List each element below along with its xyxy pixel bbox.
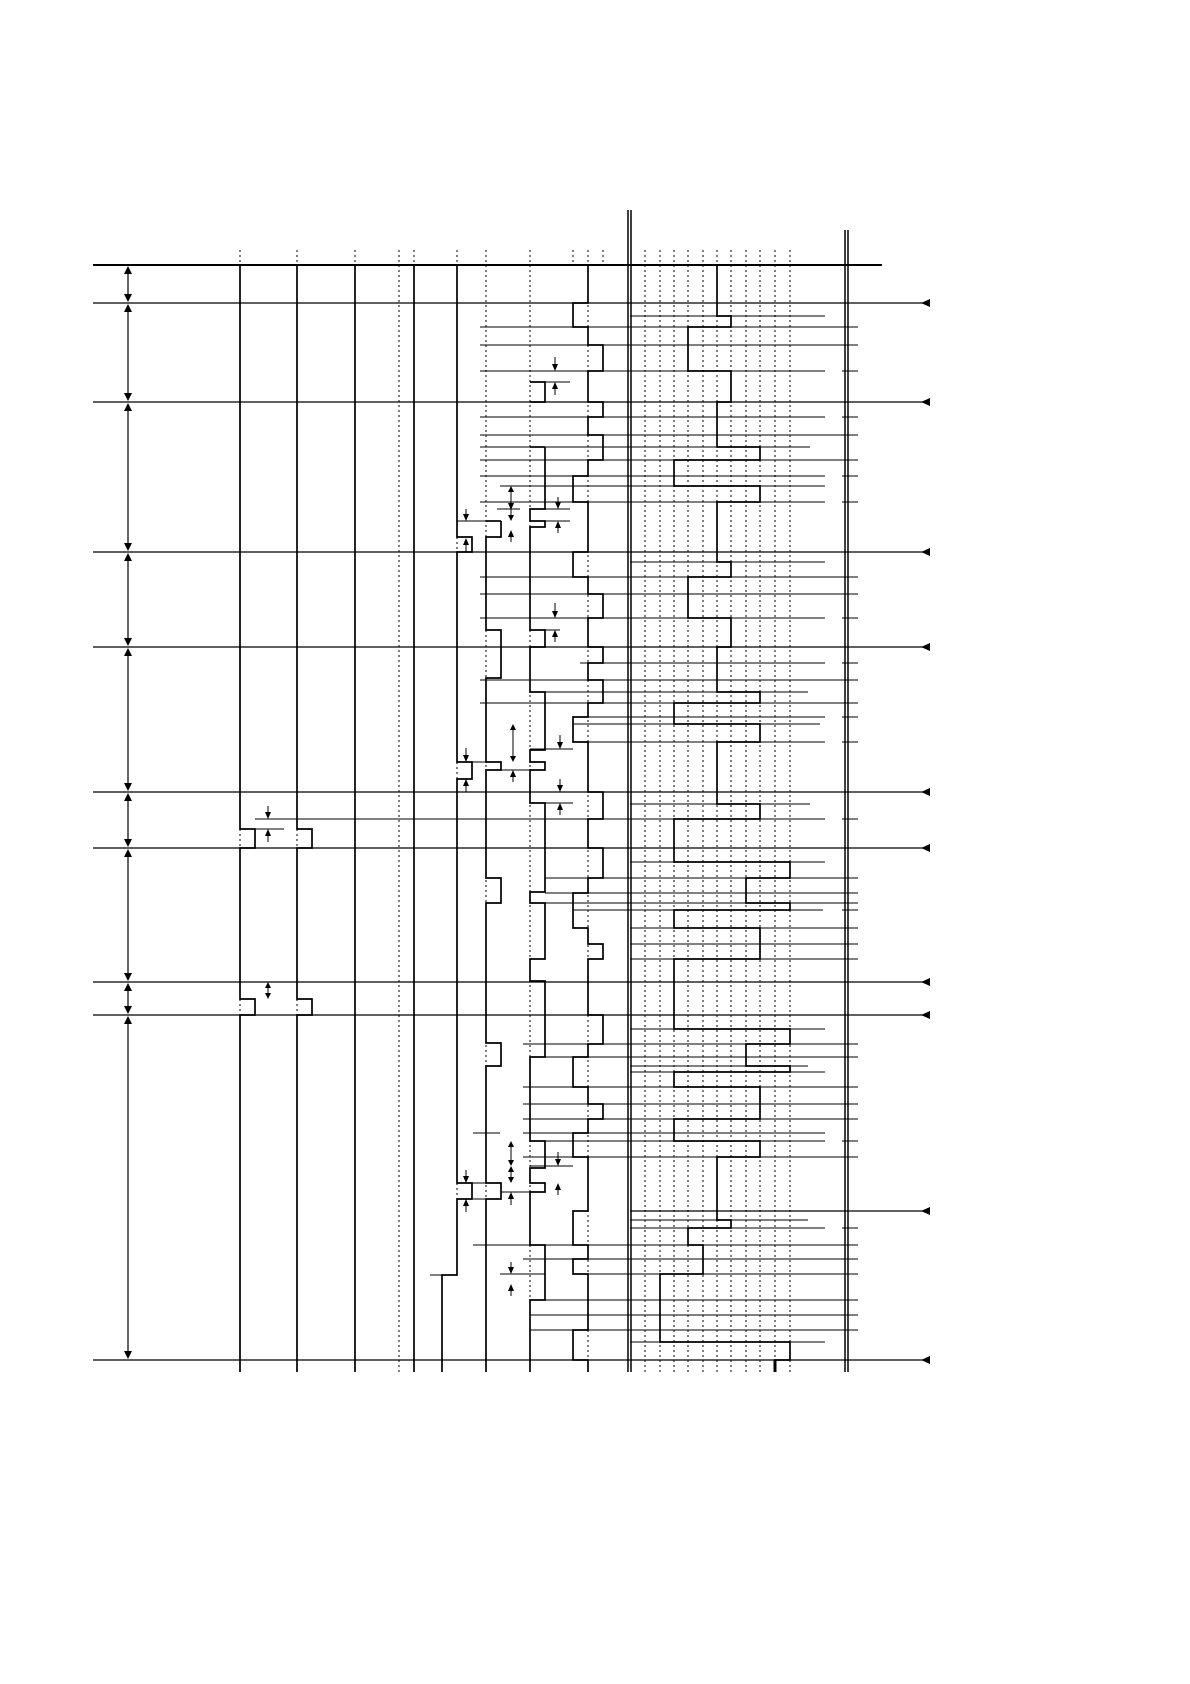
reference-arrowhead bbox=[921, 398, 930, 406]
reference-arrowhead bbox=[921, 299, 930, 307]
dimension-arrow-head-top bbox=[124, 553, 132, 561]
dimension-arrow-head-bottom bbox=[124, 543, 132, 551]
timing-arrow-head bbox=[555, 1159, 561, 1166]
timing-arrow-head bbox=[463, 538, 469, 545]
timing-double-arrow-head-top bbox=[508, 486, 514, 492]
reference-arrowhead bbox=[921, 1011, 930, 1019]
dimension-arrow-head-top bbox=[124, 304, 132, 312]
timing-double-arrow-head-bottom bbox=[510, 756, 516, 762]
timing-arrow-head bbox=[508, 1267, 514, 1274]
dimension-arrow-head-bottom bbox=[124, 294, 132, 302]
timing-arrow-head bbox=[463, 779, 469, 786]
timing-arrow-head bbox=[557, 742, 563, 749]
timing-arrow-head bbox=[463, 514, 469, 521]
dimension-arrow-head-bottom bbox=[124, 638, 132, 646]
timing-arrow-head bbox=[265, 829, 271, 836]
timing-double-arrow-head-top bbox=[508, 1166, 514, 1172]
timing-double-arrow-head-top bbox=[265, 982, 271, 988]
reference-arrowhead bbox=[921, 1207, 930, 1215]
timing-double-arrow-head-bottom bbox=[508, 1177, 514, 1183]
dimension-arrow-head-bottom bbox=[124, 973, 132, 981]
signal-trace-1 bbox=[240, 265, 255, 1372]
reference-arrowhead bbox=[921, 844, 930, 852]
timing-arrow-head bbox=[552, 630, 558, 637]
timing-arrow-head bbox=[508, 530, 514, 537]
signal-trace-7-pulse bbox=[530, 382, 545, 402]
dimension-arrow-head-top bbox=[124, 1016, 132, 1024]
timing-arrow-head bbox=[463, 1199, 469, 1206]
timing-arrow-head bbox=[552, 611, 558, 618]
dimension-arrow-head-top bbox=[124, 793, 132, 801]
reference-arrowhead bbox=[921, 788, 930, 796]
timing-arrow-head bbox=[552, 382, 558, 389]
dimension-arrow-head-top bbox=[124, 266, 132, 274]
timing-arrow-head bbox=[555, 502, 561, 509]
timing-arrow-head bbox=[463, 1176, 469, 1183]
timing-arrow-head bbox=[555, 1183, 561, 1190]
signal-trace-6 bbox=[486, 521, 501, 1372]
timing-arrow-head bbox=[552, 364, 558, 371]
dimension-arrow-head-bottom bbox=[124, 839, 132, 847]
timing-double-arrow-head-bottom bbox=[265, 993, 271, 999]
reference-arrowhead bbox=[921, 978, 930, 986]
dimension-arrow-head-bottom bbox=[124, 1006, 132, 1014]
timing-arrow-head bbox=[508, 1284, 514, 1291]
timing-arrow-head bbox=[555, 521, 561, 528]
dimension-arrow-head-top bbox=[124, 983, 132, 991]
dimension-arrow-head-bottom bbox=[124, 393, 132, 401]
timing-double-arrow-head-bottom bbox=[508, 515, 514, 521]
dimension-arrow-head-top bbox=[124, 403, 132, 411]
timing-arrow-head bbox=[557, 785, 563, 792]
dimension-arrow-head-bottom bbox=[124, 783, 132, 791]
timing-double-arrow-head-top bbox=[508, 1141, 514, 1147]
dimension-arrow-head-top bbox=[124, 648, 132, 656]
timing-double-arrow-head-top bbox=[510, 724, 516, 730]
timing-arrow-head bbox=[510, 770, 516, 777]
dimension-arrow-head-bottom bbox=[124, 1351, 132, 1359]
dotted-guide-lines bbox=[240, 250, 790, 1372]
reference-arrowhead bbox=[921, 643, 930, 651]
reference-arrowhead bbox=[921, 1356, 930, 1364]
frame-lines bbox=[93, 210, 882, 1372]
dimension-arrows bbox=[124, 266, 132, 1359]
timing-arrow-head bbox=[557, 803, 563, 810]
timing-arrow-head bbox=[508, 1192, 514, 1199]
timing-arrow-head bbox=[265, 812, 271, 819]
timing-double-arrow-head-bottom bbox=[508, 1160, 514, 1166]
dimension-arrow-head-top bbox=[124, 849, 132, 857]
signal-trace-7 bbox=[530, 447, 545, 1372]
timing-arrow-head bbox=[463, 755, 469, 762]
reference-arrowhead bbox=[921, 548, 930, 556]
